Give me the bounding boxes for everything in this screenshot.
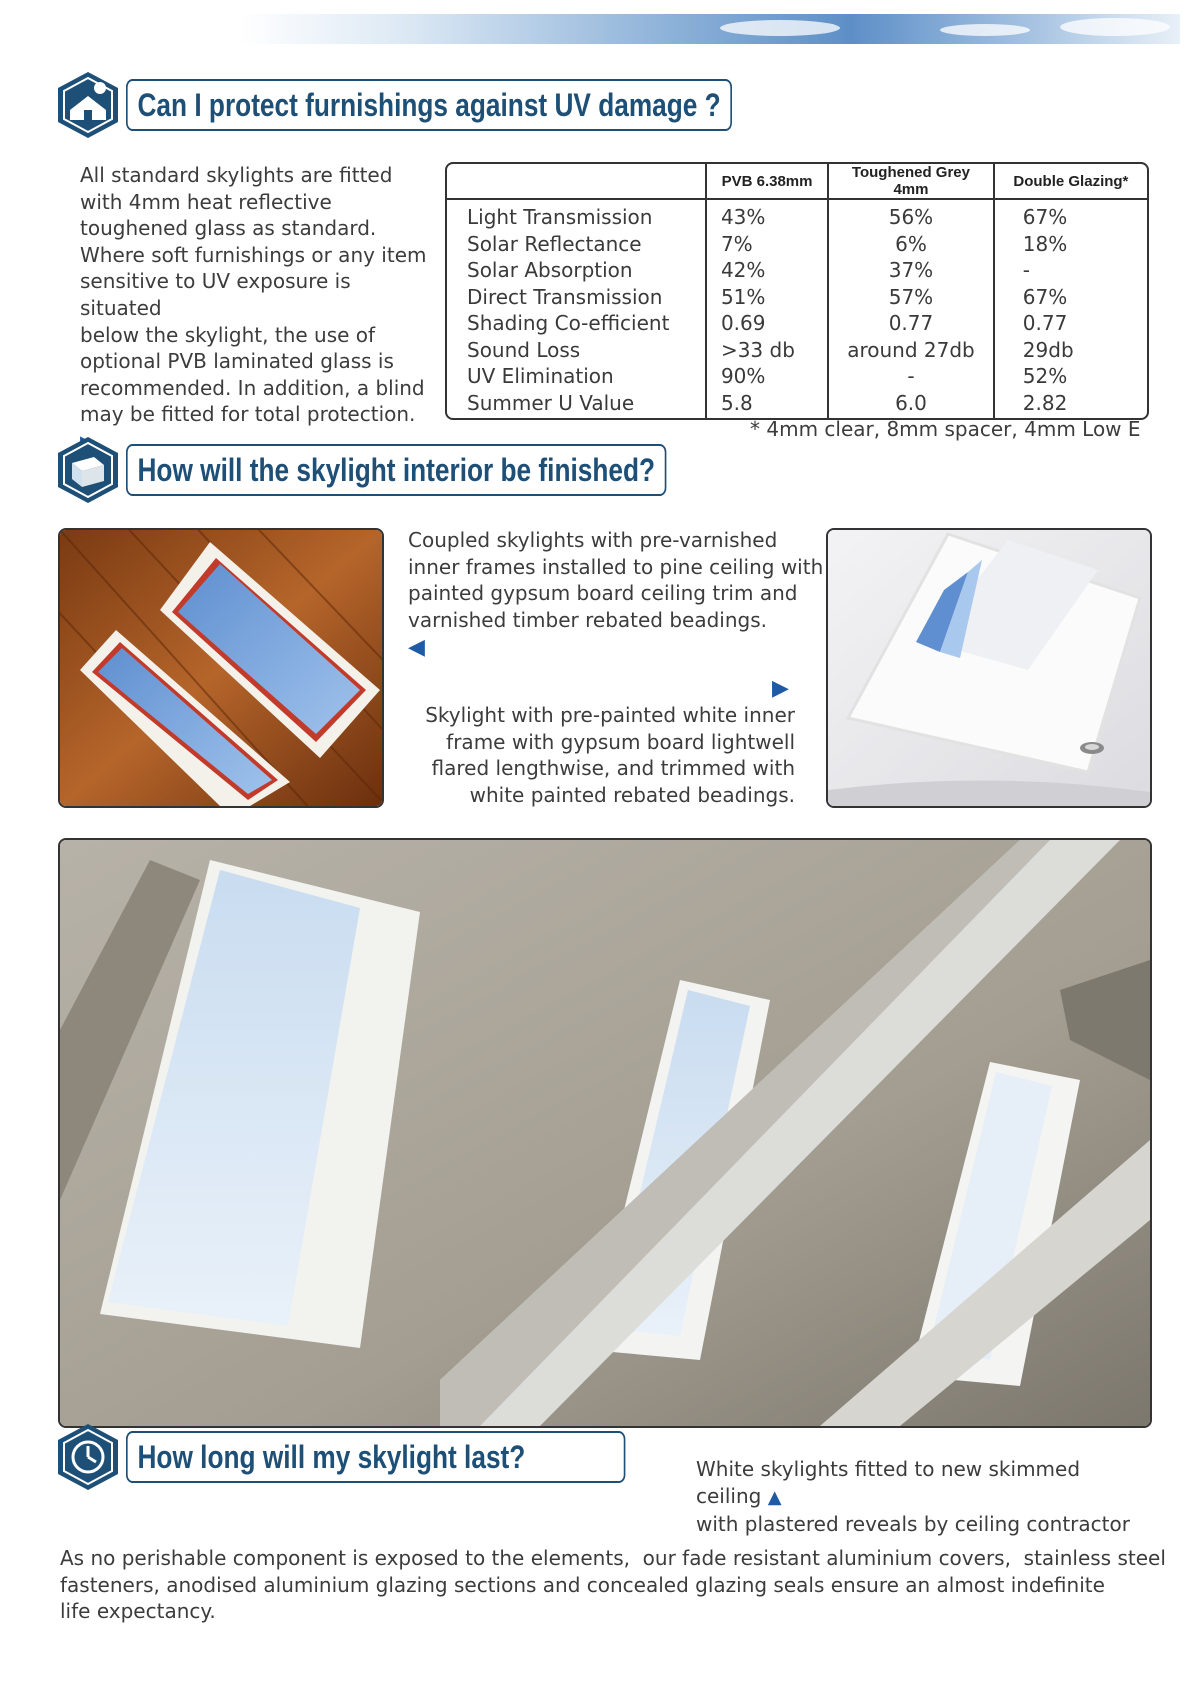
pointer-left-icon: ◀ — [408, 635, 425, 661]
caption-white-skylight — [400, 702, 795, 808]
text-line: As no perishable component is exposed to the elements, our fade resistant aluminium covers, stainless steel — [60, 1546, 1166, 1570]
text-line: flared lengthwise, and trimmed with — [431, 756, 795, 781]
table-cell: 0.77 — [827, 310, 993, 337]
table-cell: around 27db — [827, 337, 993, 364]
table-cell: Sound Loss — [467, 337, 581, 362]
table-cell: 67% — [993, 284, 1147, 311]
text-line: Where soft furnishings or any item — [80, 242, 427, 267]
table-header-cell: PVB 6.38mm — [705, 164, 827, 200]
text-line: white painted rebated beadings. — [469, 782, 795, 807]
text-line: varnished timber rebated beadings. — [408, 607, 768, 632]
table-row — [447, 337, 1147, 364]
white-lightwell-illustration — [828, 530, 1150, 806]
table-cell: 0.69 — [705, 310, 827, 337]
text-line: with plastered reveals by ceiling contractor — [696, 1512, 1130, 1537]
table-header-row — [447, 164, 1147, 200]
table-cell: - — [827, 363, 993, 390]
pointer-up-icon: ▲ — [767, 1486, 782, 1508]
text-line: painted gypsum board ceiling trim and — [408, 581, 798, 606]
table-row — [447, 284, 1147, 311]
text-line — [696, 1456, 1146, 1511]
text-line-first: White skylights fitted to new skimmed ceiling — [696, 1457, 1081, 1508]
table-cell: 6% — [827, 231, 993, 258]
table-header-cell: Toughened Grey 4mm — [827, 164, 993, 200]
table-row — [447, 390, 1147, 419]
table-cell: 2.82 — [993, 390, 1147, 419]
table-cell: 67% — [993, 200, 1147, 231]
table-cell: 90% — [705, 363, 827, 390]
text-line: Skylight with pre-painted white inner — [425, 703, 795, 727]
table-cell: 29db — [993, 337, 1147, 364]
table-cell: Solar Absorption — [467, 258, 633, 283]
text-line: All standard skylights are fitted — [80, 163, 393, 187]
table-cell: 0.77 — [993, 310, 1147, 337]
table-row — [447, 200, 1147, 231]
photo-coupled-skylights — [58, 528, 384, 808]
sky-banner-image — [240, 14, 1180, 44]
table-header-cell: Double Glazing* — [993, 164, 1147, 200]
pointer-right-icon: ▶ — [772, 676, 789, 701]
text-line: fasteners, anodised aluminium glazing sections and concealed glazing seals ensure an almost indefinite — [60, 1572, 1105, 1597]
table-cell: Shading Co-efficient — [467, 311, 670, 336]
photo-white-lightwell — [826, 528, 1152, 808]
table-cell: 57% — [827, 284, 993, 311]
table-row — [447, 257, 1147, 284]
text-line: with 4mm heat reflective — [80, 189, 332, 214]
table-cell: Solar Reflectance — [467, 231, 642, 256]
table-cell: 5.8 — [705, 390, 827, 419]
table-cell: 51% — [705, 284, 827, 311]
table-cell: 43% — [705, 200, 827, 231]
text-line: inner frames installed to pine ceiling with — [408, 554, 824, 579]
table-cell: 18% — [993, 231, 1147, 258]
table-row — [447, 363, 1147, 390]
table-cell: 37% — [827, 257, 993, 284]
table-cell: Direct Transmission — [467, 284, 663, 309]
table-cell: 56% — [827, 200, 993, 231]
text-line: below the skylight, the use of — [80, 322, 376, 347]
section-interior-header — [56, 435, 785, 505]
section-lifespan-header — [56, 1422, 735, 1492]
table-cell: >33 db — [705, 337, 827, 364]
table-cell: UV Elimination — [467, 364, 614, 389]
caption-skimmed-ceiling — [696, 1456, 1146, 1538]
text-line: recommended. In addition, a blind — [80, 375, 425, 400]
table-cell: Light Transmission — [467, 205, 653, 230]
table-row — [447, 310, 1147, 337]
glass-spec-table — [445, 162, 1149, 420]
uv-intro-text — [80, 162, 430, 457]
table-header-cell — [447, 164, 705, 200]
house-sun-icon — [56, 70, 120, 140]
section-uv-title: Can I protect furnishings against UV damage ? — [126, 79, 732, 131]
table-cell: 52% — [993, 363, 1147, 390]
table-cell: 6.0 — [827, 390, 993, 419]
text-line: optional PVB laminated glass is — [80, 349, 394, 374]
lifespan-text — [60, 1545, 1166, 1625]
table-row — [447, 231, 1147, 258]
text-line: life expectancy. — [60, 1599, 216, 1624]
beams-skylights-illustration — [60, 840, 1150, 1426]
table-cell: 7% — [705, 231, 827, 258]
photo-skimmed-ceiling-skylights — [58, 838, 1152, 1428]
table-cell: - — [993, 257, 1147, 284]
text-line: sensitive to UV exposure is situated — [80, 269, 351, 320]
caption-coupled-skylights — [408, 527, 828, 662]
text-line-last: may be fitted for total protection. — [80, 402, 416, 427]
table-footnote: * 4mm clear, 8mm spacer, 4mm Low E — [750, 417, 1141, 441]
skylight-frame-icon — [56, 435, 120, 505]
clock-icon — [56, 1422, 120, 1492]
pine-ceiling-illustration — [60, 530, 382, 806]
section-uv-header — [56, 70, 865, 140]
text-line: toughened glass as standard. — [80, 216, 377, 241]
section-interior-title: How will the skylight interior be finished? — [126, 444, 667, 496]
section-lifespan-title: How long will my skylight last? — [126, 1431, 625, 1483]
text-line: frame with gypsum board lightwell — [446, 729, 795, 754]
text-line: Coupled skylights with pre-varnished — [408, 528, 778, 552]
table-cell: Summer U Value — [467, 390, 635, 415]
table-cell: 42% — [705, 257, 827, 284]
